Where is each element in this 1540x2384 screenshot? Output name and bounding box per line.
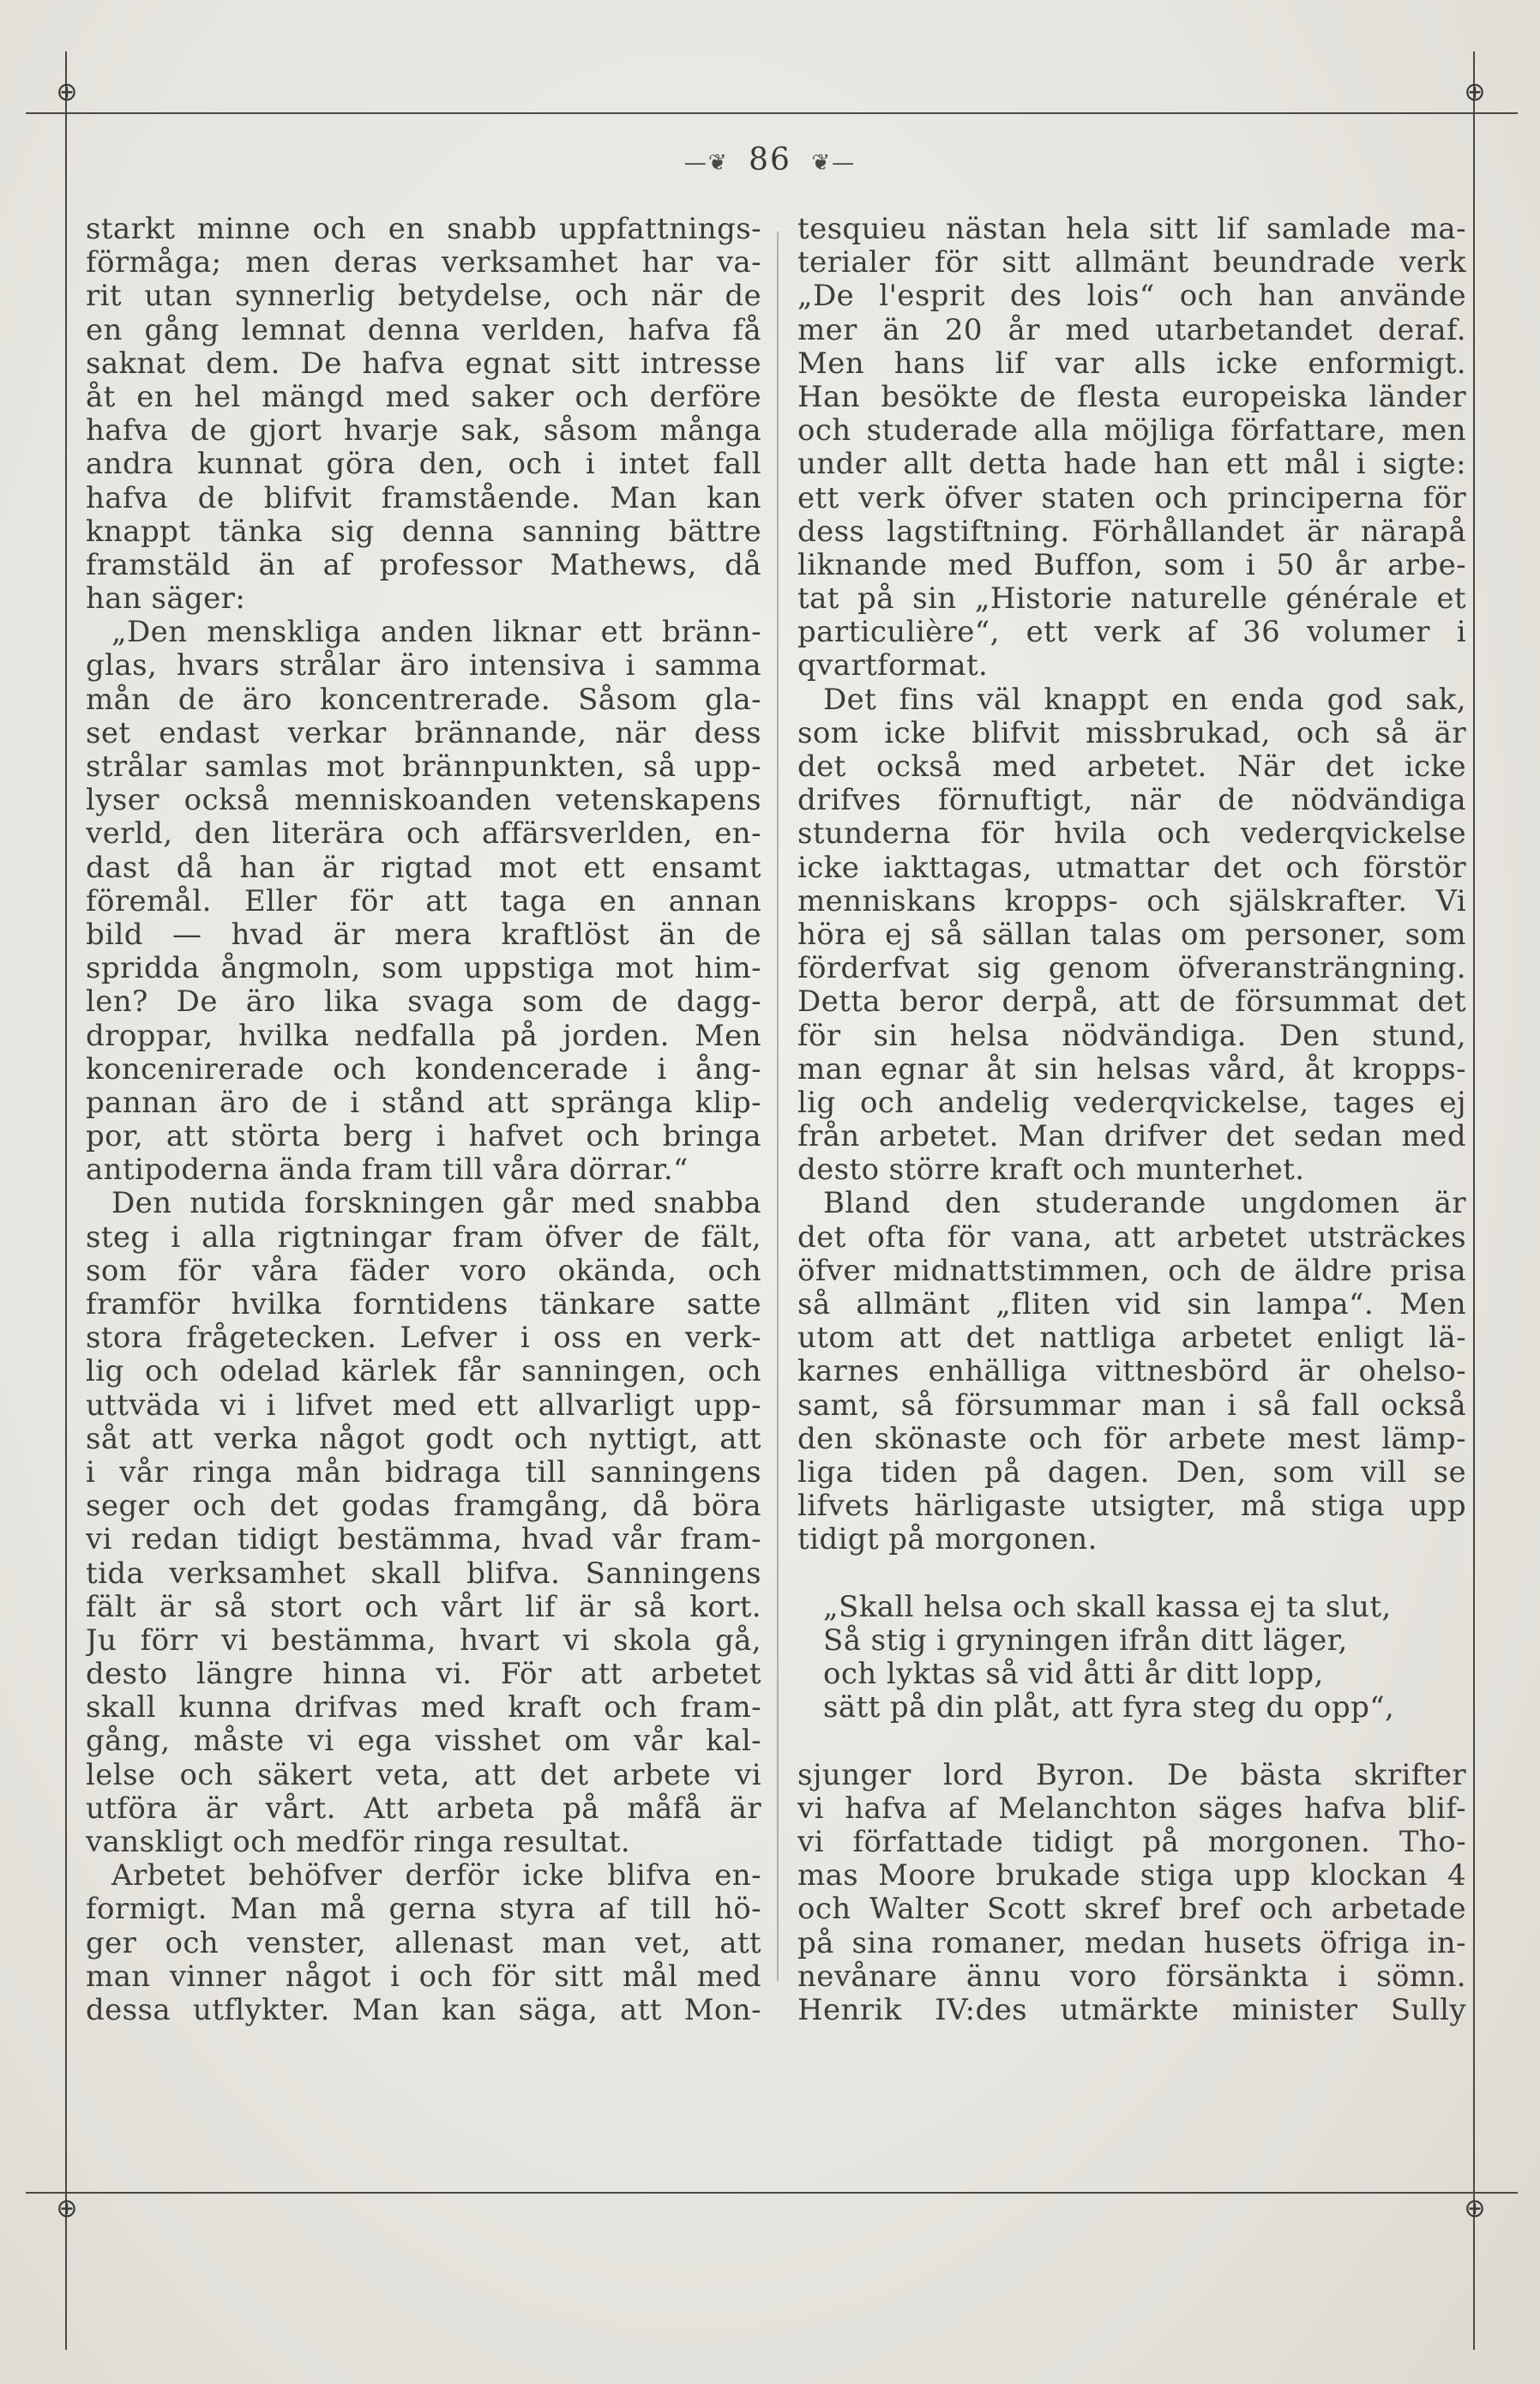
text-line: vanskligt och medför ringa resultat. [86, 1826, 631, 1859]
page-header [0, 142, 1540, 178]
text-line: por, att störta berg i hafvet och bringa [86, 1120, 761, 1154]
text-line: man vinner något i och för sitt mål med [86, 1960, 761, 1994]
text-line: lig och odelad kärlek får sanningen, och [86, 1355, 761, 1389]
column-divider [777, 232, 779, 1981]
crop-line-left [65, 51, 67, 2350]
text-line: tesquieu nästan hela sitt lif samlade ma- [797, 213, 1466, 246]
text-line: vi hafva af Melanchton säges hafva blif- [797, 1791, 1466, 1826]
text-line: förmåga; men deras verksamhet har va- [86, 246, 761, 280]
text-line: dast då han är rigtad mot ett ensamt [86, 851, 761, 885]
text-line: saknat dem. De hafva egnat sitt intresse [86, 346, 761, 381]
text-line: vi författade tidigt på morgonen. Tho- [797, 1826, 1466, 1859]
text-line: terialer för sitt allmänt beundrade verk [797, 246, 1466, 280]
text-line: steg i alla rigtningar fram öfver de fält, [86, 1220, 761, 1255]
text-line: i vår ringa mån bidraga till sanningens [86, 1455, 761, 1490]
text-line: qvartformat. [797, 649, 989, 683]
text-line: menniskans kropps- och själskrafter. Vi [797, 884, 1466, 918]
text-line: Arbetet behöfver derför icke blifva en- [111, 1859, 761, 1893]
text-line: fält är så stort och vårt lif är så kort. [86, 1590, 761, 1624]
text-line: framför hvilka forntidens tänkare satte [86, 1288, 761, 1321]
text-line: verld, den literära och affärsverlden, en- [86, 817, 761, 852]
text-line: Ju förr vi bestämma, hvart vi skola gå, [86, 1623, 761, 1658]
text-line: Han besökte de flesta europeiska länder [797, 380, 1466, 414]
text-line: formigt. Man må gerna styra af till hö- [86, 1893, 761, 1927]
text-line: det ofta för vana, att arbetet utsträckes [797, 1220, 1466, 1255]
text-line: starkt minne och en snabb uppfattnings- [86, 213, 761, 246]
text-line: len? De äro lika svaga som de dagg- [86, 985, 761, 1020]
text-line: för sin helsa nödvändiga. Den stund, [797, 1019, 1466, 1053]
text-line: stunderna för hvila och vederqvickelse [797, 817, 1466, 852]
header-ornament-left: —❦ [683, 150, 729, 176]
text-line: andra kunnat göra den, och i intet fall [86, 448, 761, 482]
page-number: 86 [749, 142, 791, 178]
text-line: karnes enhälliga vittnesbörd är ohelso- [797, 1355, 1466, 1389]
text-line: glas, hvars strålar äro intensiva i samma [86, 649, 761, 683]
text-line: set endast verkar brännande, när dess [86, 716, 761, 750]
text-line: antipoderna ända fram till våra dörrar.“ [86, 1153, 689, 1188]
text-line: så allmänt „fliten vid sin lampa“. Men [797, 1288, 1466, 1321]
text-line: drifves förnuftigt, när de nödvändiga [797, 784, 1466, 818]
text-line: spridda ångmoln, som uppstiga mot him- [86, 952, 761, 986]
text-line: sjunger lord Byron. De bästa skrifter [797, 1758, 1466, 1792]
text-line: som för våra fäder voro okända, och [86, 1254, 761, 1288]
header-ornament-right: ❦— [811, 150, 857, 176]
text-line: Det fins väl knappt en enda god sak, [823, 683, 1466, 717]
text-line: ger och venster, allenast man vet, att [86, 1926, 761, 1960]
text-line: stora frågetecken. Lefver i oss en verk- [86, 1321, 761, 1356]
text-line: lifvets härligaste utsigter, må stiga upp [797, 1490, 1466, 1524]
text-line: bild — hvad är mera kraftlöst än de [86, 918, 761, 952]
text-line: tat på sin „Historie naturelle générale et [797, 582, 1466, 617]
text-line: rit utan synnerlig betydelse, och när de [86, 280, 761, 314]
text-line: man egnar åt sin helsas vård, åt kropps- [797, 1052, 1466, 1087]
text-line: den skönaste och för arbete mest lämp- [797, 1422, 1466, 1456]
registration-mark-top-left-icon: ⊕ [56, 77, 78, 107]
text-line: under allt detta hade han ett mål i sigte: [797, 448, 1466, 482]
text-line: uttväda vi i lifvet med ett allvarligt upp- [86, 1388, 761, 1423]
text-line: nevånare ännu voro försänkta i sömn. [797, 1960, 1466, 1994]
text-line: Den nutida forskningen går med snabba [111, 1187, 761, 1221]
right-column [797, 213, 1466, 2027]
text-line: Detta beror derpå, att de försummat det [797, 985, 1466, 1020]
text-line: „Den menskliga anden liknar ett bränn- [111, 616, 761, 650]
text-line: hafva de blifvit framstående. Man kan [86, 481, 761, 515]
text-line: höra ej så sällan talas om personer, som [797, 918, 1466, 952]
text-line: droppar, hvilka nedfalla på jorden. Men [86, 1019, 761, 1053]
text-line: hafva de gjort hvarje sak, såsom många [86, 414, 761, 449]
text-line: pannan äro de i stånd att spränga klip- [86, 1086, 761, 1120]
text-line: icke iakttagas, utmattar det och förstör [797, 851, 1466, 885]
registration-mark-top-right-icon: ⊕ [1464, 77, 1486, 107]
text-line: seger och det godas framgång, då böra [86, 1490, 761, 1524]
text-line: dessa utflykter. Man kan säga, att Mon- [86, 1993, 761, 2027]
text-line: och studerade alla möjliga författare, men [797, 414, 1466, 449]
text-line: sätt på din plåt, att fyra steg du opp“, [823, 1691, 1395, 1725]
text-line: tida verksamhet skall blifva. Sanningens [86, 1556, 761, 1591]
text-line: skall kunna drifvas med kraft och fram- [86, 1691, 761, 1725]
text-line: liknande med Buffon, som i 50 år arbe- [797, 548, 1466, 582]
text-line: mån de äro koncentrerade. Såsom gla- [86, 683, 761, 717]
crop-line-top [26, 112, 1518, 114]
text-line: mas Moore brukade stiga upp klockan 4 [797, 1859, 1466, 1893]
text-line: lyser också menniskoanden vetenskapens [86, 784, 761, 818]
text-line: liga tiden på dagen. Den, som vill se [797, 1455, 1466, 1490]
text-line: desto större kraft och munterhet. [797, 1153, 1305, 1188]
text-line: „Skall helsa och skall kassa ej ta slut, [823, 1590, 1392, 1624]
text-line: particulière“, ett verk af 36 volumer i [797, 616, 1466, 650]
text-line: förderfvat sig genom öfveransträngning. [797, 952, 1466, 986]
text-line: Henrik IV:des utmärkte minister Sully [797, 1993, 1466, 2027]
text-line: desto längre hinna vi. För att arbetet [86, 1658, 761, 1692]
text-line: en gång lemnat denna verlden, hafva få [86, 313, 761, 347]
blank-line [797, 1725, 1466, 1758]
text-line: lig och andelig vederqvickelse, tages ej [797, 1086, 1466, 1120]
registration-mark-bottom-right-icon: ⊕ [1464, 2194, 1486, 2224]
text-line: åt en hel mängd med saker och derföre [86, 380, 761, 414]
text-line: Bland den studerande ungdomen är [823, 1187, 1466, 1221]
text-line: öfver midnattstimmen, och de äldre prisa [797, 1254, 1466, 1288]
text-line: vi redan tidigt bestämma, hvad vår fram- [86, 1523, 761, 1557]
text-line: och lyktas så vid åtti år ditt lopp, [823, 1658, 1324, 1692]
text-line: tidigt på morgonen. [797, 1523, 1098, 1557]
text-line: knappt tänka sig denna sanning bättre [86, 515, 761, 549]
text-line: koncenirerade och kondencerade i ång- [86, 1052, 761, 1087]
text-line: ett verk öfver staten och principerna för [797, 481, 1466, 515]
crop-line-right [1473, 51, 1475, 2350]
text-line: föremål. Eller för att taga en annan [86, 884, 761, 918]
left-column [86, 213, 761, 2027]
registration-mark-bottom-left-icon: ⊕ [56, 2194, 78, 2224]
text-line: framstäld än af professor Mathews, då [86, 548, 761, 582]
text-line: samt, så försummar man i så fall också [797, 1388, 1466, 1423]
text-line: på sina romaner, medan husets öfriga in- [797, 1926, 1466, 1960]
text-line: gång, måste vi ega visshet om vår kal- [86, 1725, 761, 1759]
text-line: från arbetet. Man drifver det sedan med [797, 1120, 1466, 1154]
text-line: Så stig i gryningen ifrån ditt läger, [823, 1623, 1348, 1658]
text-line: som icke blifvit missbrukad, och så är [797, 716, 1466, 750]
text-line: han säger: [86, 582, 246, 617]
crop-line-bottom [26, 2192, 1518, 2194]
text-line: det också med arbetet. När det icke [797, 750, 1466, 784]
text-line: strålar samlas mot brännpunkten, så upp- [86, 750, 761, 784]
text-line: utföra är vårt. Att arbeta på måfå är [86, 1791, 761, 1826]
text-line: och Walter Scott skref bref och arbetade [797, 1893, 1466, 1927]
text-line: „De l'esprit des lois“ och han använde [797, 280, 1466, 314]
text-line: mer än 20 år med utarbetandet deraf. [797, 313, 1466, 347]
text-line: dess lagstiftning. Förhållandet är närapå [797, 515, 1466, 549]
text-line: utom att det nattliga arbetet enligt lä- [797, 1321, 1466, 1356]
text-line: såt att verka något godt och nyttigt, att [86, 1422, 761, 1456]
text-line: lelse och säkert veta, att det arbete vi [86, 1758, 761, 1792]
blank-line [797, 1557, 1466, 1591]
text-line: Men hans lif var alls icke enformigt. [797, 346, 1466, 381]
